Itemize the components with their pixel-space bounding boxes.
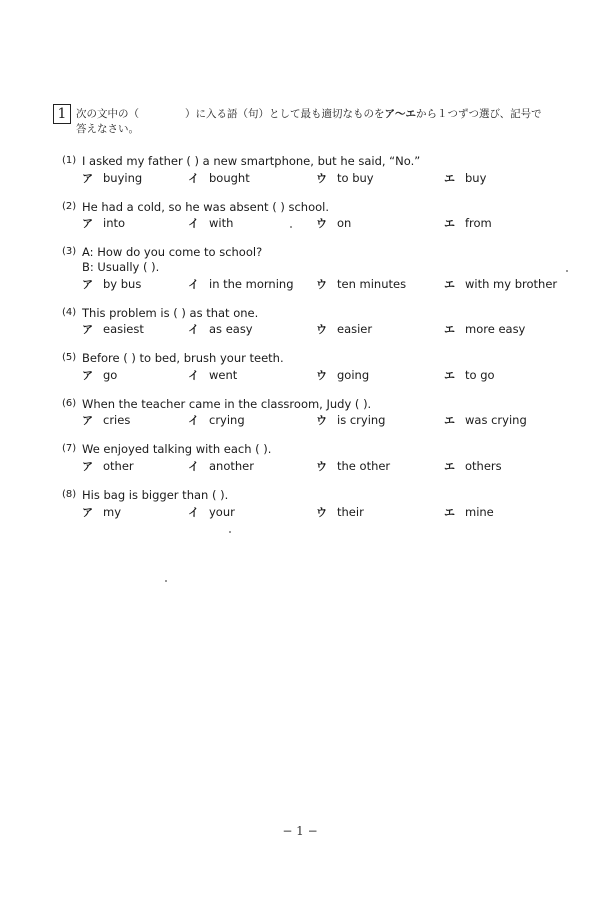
choice-u: ウ going — [316, 368, 370, 382]
choice-u: ウ on — [316, 216, 352, 230]
choice-e: エ more easy — [444, 322, 526, 336]
choice-e: エ buy — [444, 171, 487, 185]
choice-a: ア into — [82, 216, 126, 230]
choice-i: イ in the morning — [188, 277, 294, 291]
choice-u: ウ their — [316, 505, 364, 519]
instruction-part-c: から１つずつ選び、記号で — [416, 108, 542, 120]
choice-u: ウ ten minutes — [316, 277, 407, 291]
question-number: (4) — [62, 307, 77, 318]
choice-u: ウ the other — [316, 459, 391, 473]
choice-row — [82, 321, 562, 337]
choice-i: イ crying — [188, 413, 245, 427]
question-number: (7) — [62, 443, 77, 454]
instruction-part-b: ）に入る語（句）として最も適切なものを — [185, 108, 385, 120]
choice-a: ア go — [82, 368, 118, 382]
question-sentence: I asked my father ( ) a new smartphone, but he said, “No.” — [82, 154, 421, 168]
instruction-part-a: 次の文中の（ — [76, 108, 139, 120]
scan-speck — [290, 226, 292, 228]
question-sentence: Before ( ) to bed, brush your teeth. — [82, 351, 284, 365]
choice-e: エ from — [444, 216, 492, 230]
choice-i: イ another — [188, 459, 254, 473]
question-sentence: He had a cold, so he was absent ( ) school. — [82, 200, 330, 214]
question-sentence: A: How do you come to school? — [82, 245, 263, 259]
choice-row — [82, 458, 562, 474]
question-sentence: His bag is bigger than ( ). — [82, 488, 229, 502]
question-sentence: When the teacher came in the classroom, Judy ( ). — [82, 397, 372, 411]
choice-e: エ to go — [444, 368, 495, 382]
choice-a: ア buying — [82, 171, 143, 185]
instruction-range: ア〜エ — [384, 108, 416, 120]
choice-a: ア by bus — [82, 277, 142, 291]
choice-a: ア cries — [82, 413, 131, 427]
choice-i: イ your — [188, 505, 235, 519]
choice-a: ア my — [82, 505, 122, 519]
choice-i: イ with — [188, 216, 234, 230]
choice-a: ア other — [82, 459, 134, 473]
choice-a: ア easiest — [82, 322, 144, 336]
instruction-line2: 答えなさい。 — [76, 123, 139, 135]
choice-u: ウ easier — [316, 322, 373, 336]
choice-i: イ bought — [188, 171, 250, 185]
question-number: (1) — [62, 155, 77, 166]
question-sentence-2: B: Usually ( ). — [82, 260, 160, 274]
choice-row — [82, 170, 562, 186]
scan-speck — [229, 531, 231, 533]
choice-row — [82, 367, 562, 383]
choice-e: エ was crying — [444, 413, 527, 427]
question-number: (2) — [62, 201, 77, 212]
choice-row — [82, 412, 562, 428]
section-number-box: 1 — [53, 104, 71, 124]
choice-e: エ others — [444, 459, 502, 473]
question-number: (6) — [62, 398, 77, 409]
question-number: (5) — [62, 352, 77, 363]
scan-speck — [566, 270, 568, 272]
choice-i: イ as easy — [188, 322, 253, 336]
question-sentence: We enjoyed talking with each ( ). — [82, 442, 272, 456]
choice-u: ウ is crying — [316, 413, 386, 427]
choice-row — [82, 504, 562, 520]
question-number: (3) — [62, 246, 77, 257]
choice-row — [82, 276, 562, 292]
instruction-text — [76, 107, 556, 137]
choice-e: エ mine — [444, 505, 494, 519]
choice-e: エ with my brother — [444, 277, 558, 291]
choice-u: ウ to buy — [316, 171, 374, 185]
question-sentence: This problem is ( ) as that one. — [82, 306, 259, 320]
choice-i: イ went — [188, 368, 238, 382]
choice-row — [82, 215, 562, 231]
scan-speck — [165, 580, 167, 582]
question-number: (8) — [62, 489, 77, 500]
page-number: − 1 − — [282, 824, 318, 838]
